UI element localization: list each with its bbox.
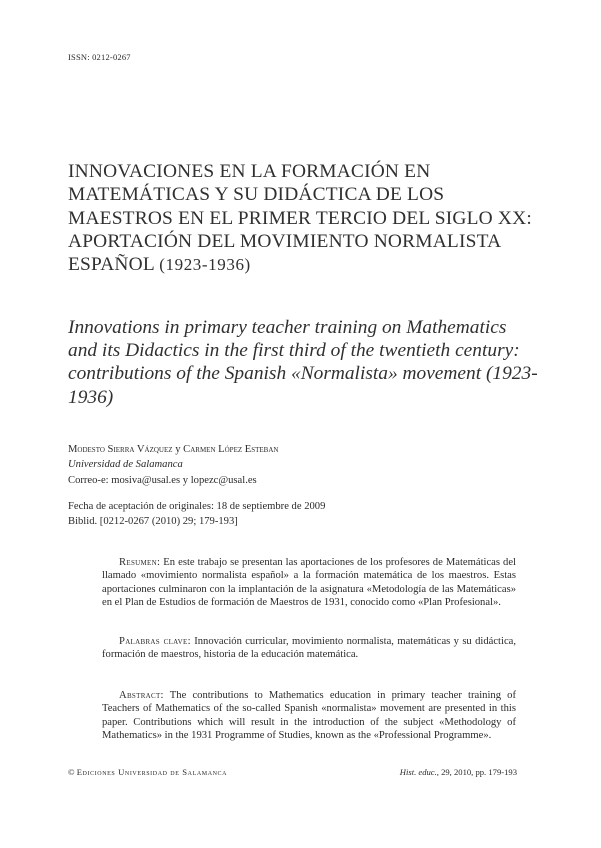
spanish-title-years: (1923-1936) bbox=[159, 255, 251, 275]
author-email: Correo-e: mosiva@usal.es y lopezc@usal.es bbox=[68, 474, 257, 486]
resumen-label: Resumen: bbox=[119, 557, 161, 568]
journal-name: Hist. educ., bbox=[399, 767, 439, 777]
resumen-text: En este trabajo se presentan las aportaciones de los profesores de Matemáticas del llamado «movimiento normalista español» a la formación matemática de los maestros. Estas aportaciones culminaron con la implantación de la asignatura «Metodología de las Matemáticas» en el Plan de Estudios de formación de Maestros de 1931, conocido como «Plan Profesional». bbox=[102, 557, 516, 609]
keywords-label: Palabras clave: bbox=[119, 636, 191, 647]
resumen-paragraph bbox=[102, 556, 516, 610]
author-name-2: Carmen López Esteban bbox=[183, 444, 279, 455]
author-affiliation: Universidad de Salamanca bbox=[68, 459, 183, 471]
acceptance-date: Fecha de aceptación de originales: 18 de septiembre de 2009 bbox=[68, 501, 326, 512]
publisher-name: Ediciones Universidad de Salamanca bbox=[76, 767, 228, 777]
footer-publisher bbox=[68, 767, 227, 777]
keywords-section bbox=[102, 635, 516, 662]
abstract-section bbox=[102, 689, 516, 743]
author-line bbox=[68, 442, 538, 457]
copyright-symbol: © bbox=[68, 767, 75, 777]
author-block bbox=[68, 442, 538, 488]
biblid: Biblid. [0212-0267 (2010) 29; 179-193] bbox=[68, 515, 238, 527]
issn-label: ISSN: 0212-0267 bbox=[68, 52, 131, 62]
english-title: Innovations in primary teacher training on Mathematics and its Didactics in the first third of the twentieth century: contributions of the Spanish «Normalista» movement (1923-1936) bbox=[68, 317, 538, 408]
author-connector: y bbox=[175, 444, 181, 455]
resumen-section bbox=[102, 556, 516, 610]
abstract-label: Abstract: bbox=[119, 690, 164, 701]
keywords-text: Innovación curricular, movimiento normalista, matemáticas y su didáctica, formación de maestros, historia de la educación matemática. bbox=[102, 636, 516, 661]
publication-dates bbox=[68, 500, 538, 530]
spanish-title bbox=[68, 160, 538, 276]
abstract-text: The contributions to Mathematics education in primary teacher training of Teachers of Mathematics of the so-called Spanish «normalista» movement are presented in this paper. Contributions which will result in the introduction of the subject «Methodology of Mathematics» in the 1931 Programme of Studies, known as the «Professional Programme». bbox=[102, 690, 516, 742]
abstract-paragraph bbox=[102, 689, 516, 743]
footer-citation bbox=[400, 767, 517, 777]
author-name-1: Modesto Sierra Vázquez bbox=[68, 444, 173, 455]
citation-pages: 29, 2010, pp. 179-193 bbox=[441, 767, 517, 777]
spanish-title-main: INNOVACIONES EN LA FORMACIÓN EN MATEMÁTICAS Y SU DIDÁCTICA DE LOS MAESTROS EN EL PRIMER TERCIO DEL SIGLO XX: APORTACIÓN DEL MOVIMIENTO NORMALISTA ESPAÑOL bbox=[68, 161, 532, 276]
keywords-paragraph bbox=[102, 635, 516, 662]
